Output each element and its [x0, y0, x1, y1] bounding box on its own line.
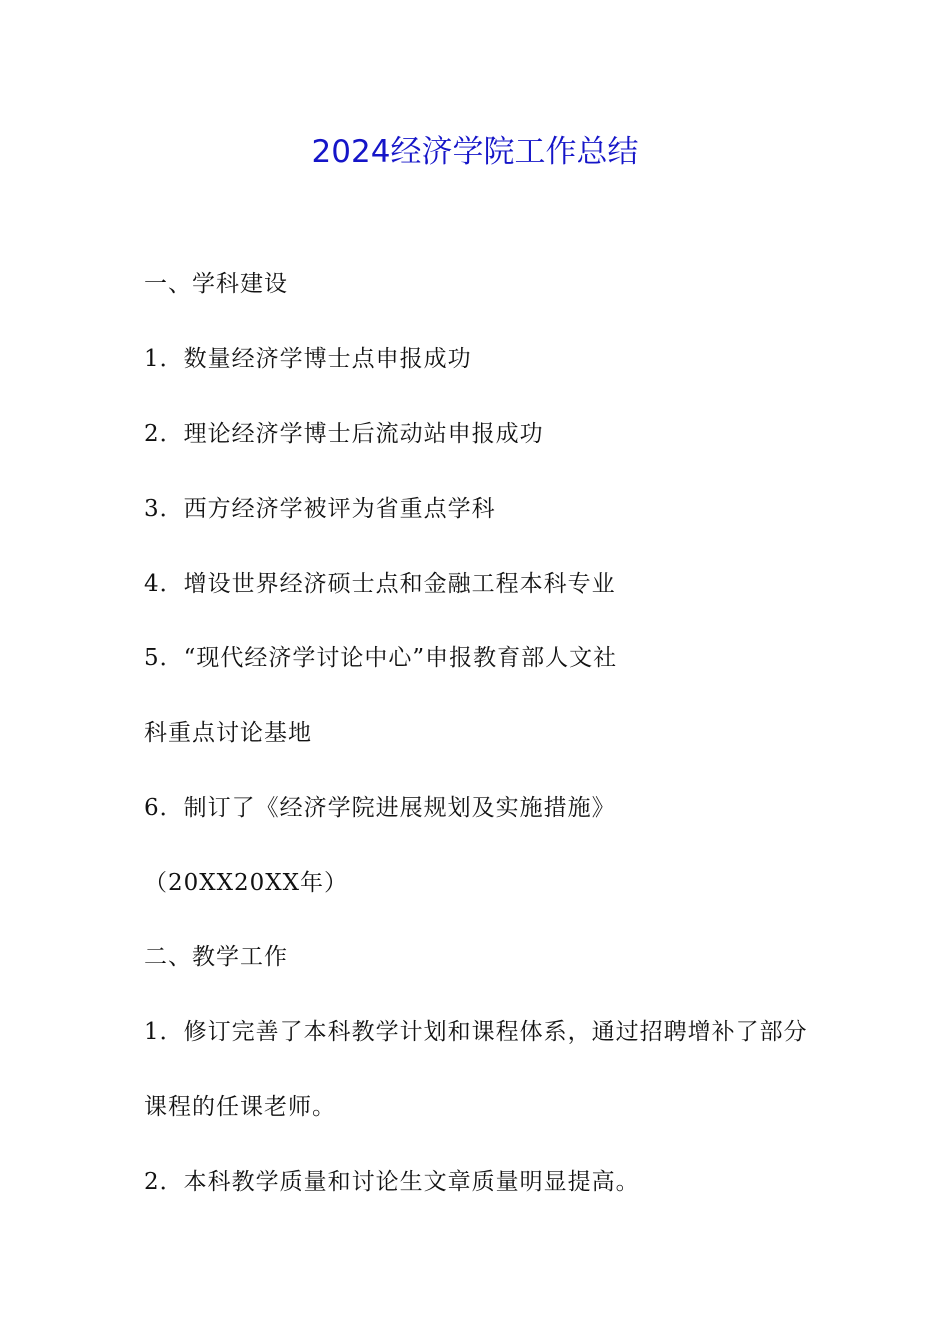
list-item: 2．本科教学质量和讨论生文章质量明显提高。 [144, 1169, 640, 1195]
list-item: 4．增设世界经济硕士点和金融工程本科专业 [144, 571, 616, 597]
list-item: 2．理论经济学博士后流动站申报成功 [144, 421, 544, 447]
list-item: 1．数量经济学博士点申报成功 [144, 346, 472, 372]
list-item-continuation: 课程的任课老师。 [144, 1094, 336, 1120]
list-item: 3．西方经济学被评为省重点学科 [144, 496, 496, 522]
list-item: 5．“现代经济学讨论中心”申报教育部人文社 [144, 645, 618, 671]
section-heading-teaching: 二、教学工作 [144, 944, 288, 970]
list-item: 6．制订了《经济学院进展规划及实施措施》 [144, 795, 616, 821]
list-item-continuation: 科重点讨论基地 [144, 720, 312, 746]
list-item-continuation: （20XX20XX年） [144, 870, 349, 896]
list-item: 1．修订完善了本科教学计划和课程体系，通过招聘增补了部分 [144, 1019, 808, 1045]
document-title: 2024经济学院工作总结 [311, 134, 639, 170]
section-heading-discipline: 一、学科建设 [144, 271, 288, 297]
